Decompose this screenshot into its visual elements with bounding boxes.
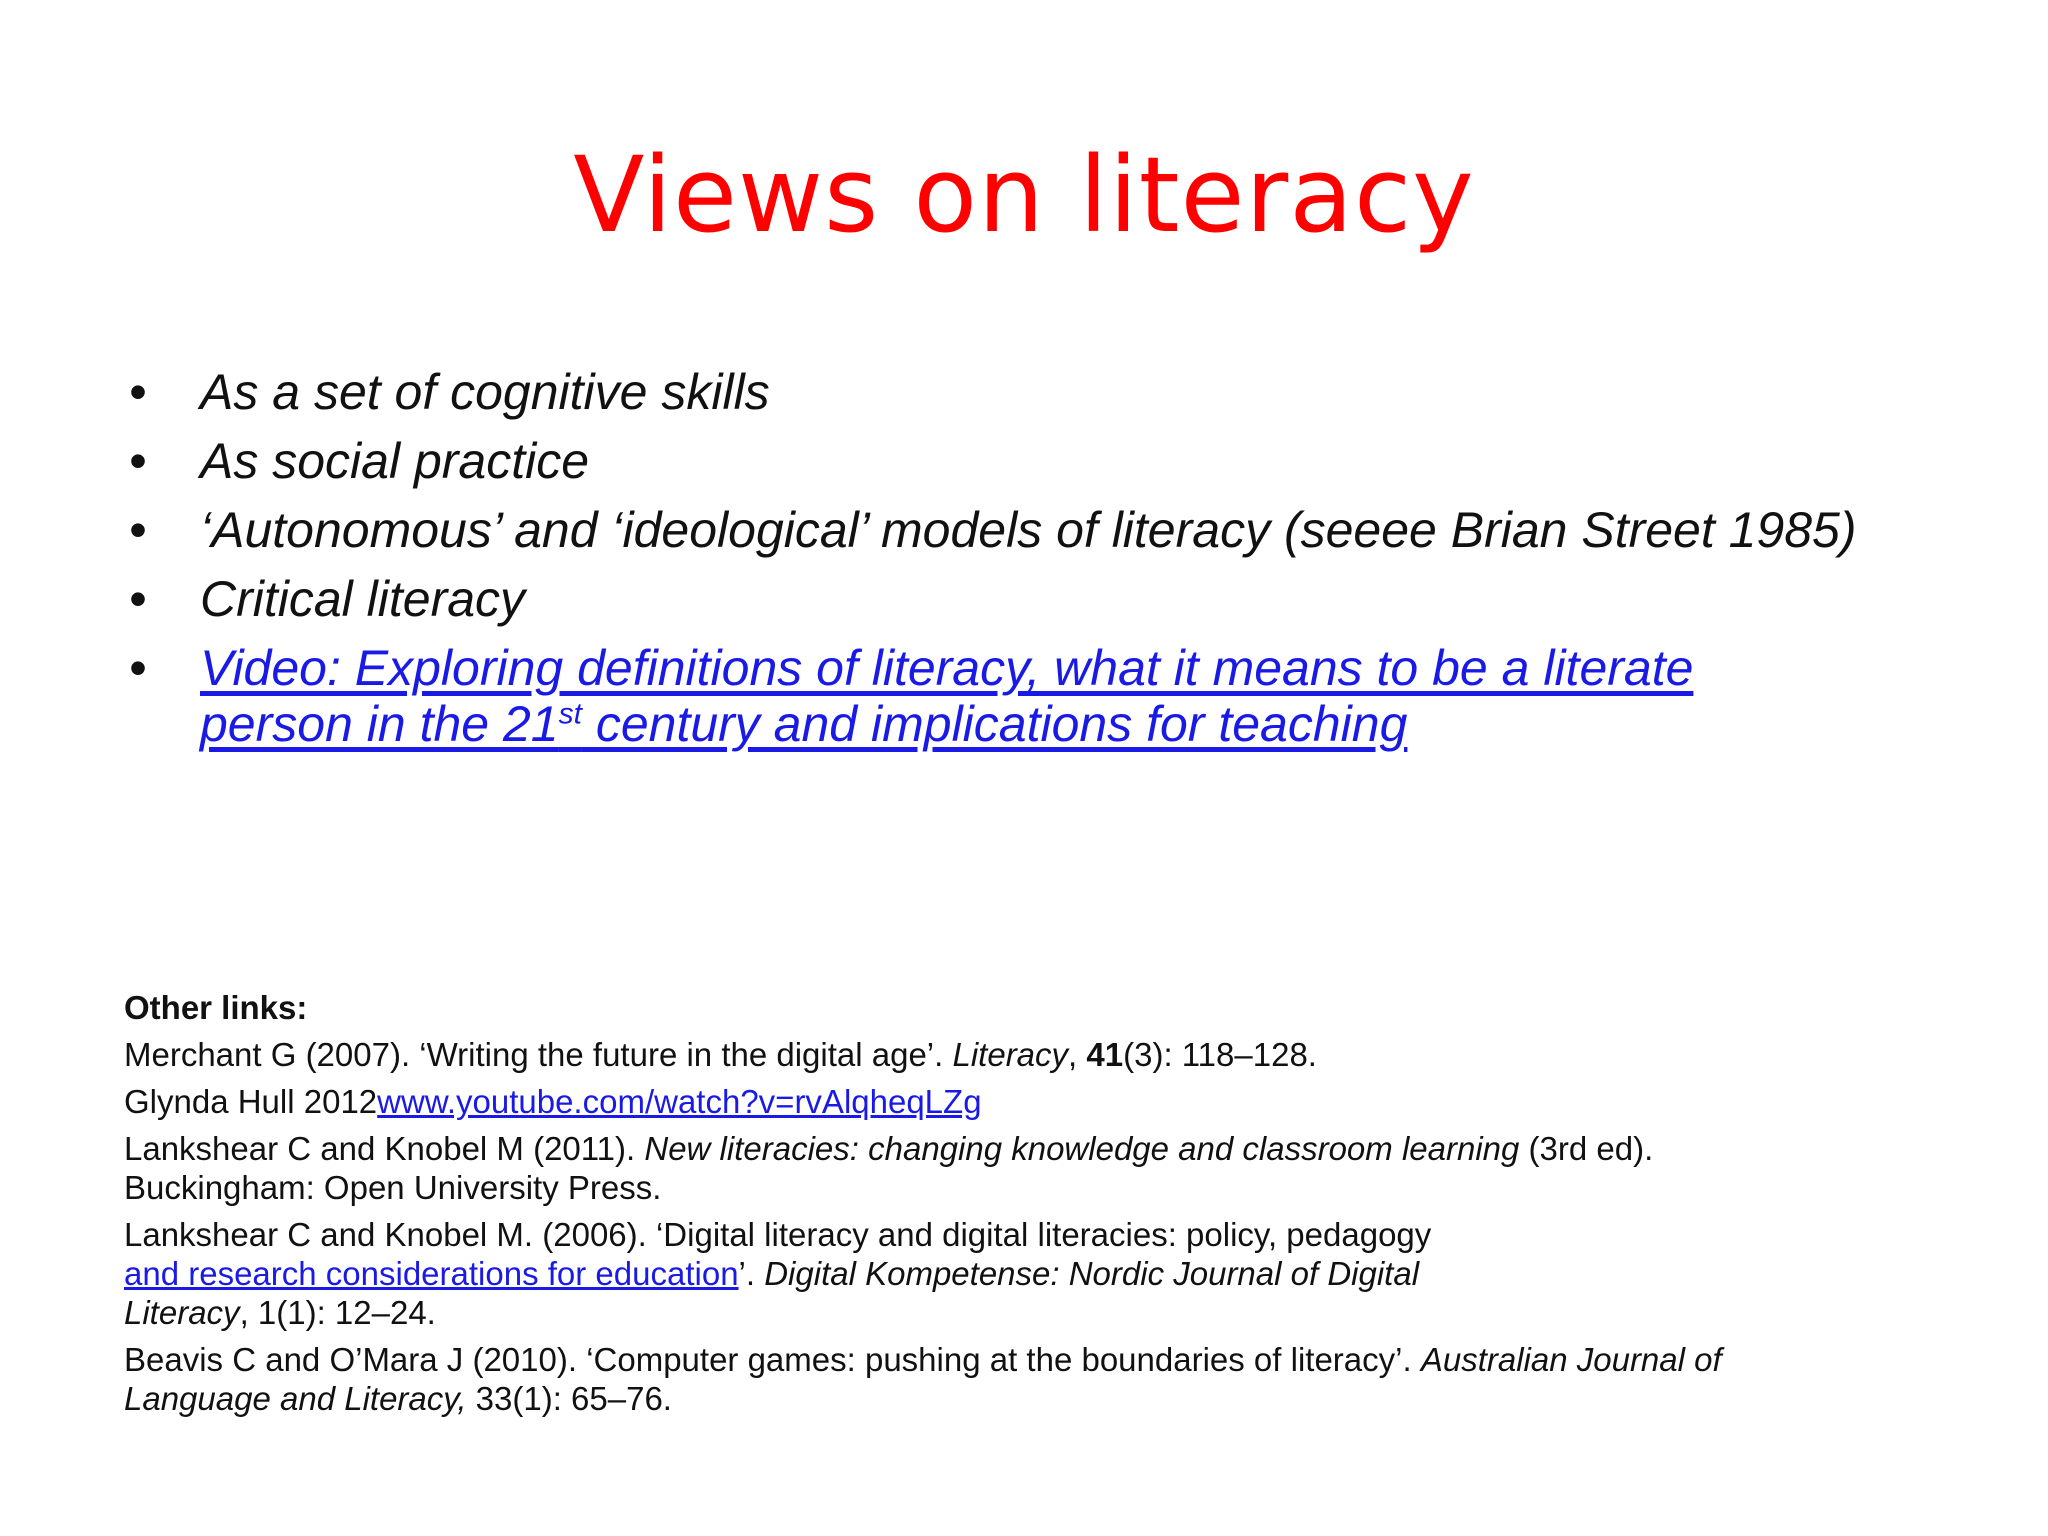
reference-journal: Literacy xyxy=(952,1036,1069,1073)
reference-pages: , 1(1): 12–24. xyxy=(239,1294,436,1331)
bullet-item-cognitive-skills xyxy=(118,358,1998,427)
reference-text: Merchant G (2007). ‘Writing the future in the digital age’. xyxy=(124,1036,953,1073)
reference-journal: Digital Kompetense: Nordic Journal of Digital xyxy=(764,1255,1420,1292)
research-considerations-link[interactable]: and research considerations for education xyxy=(124,1255,739,1292)
slide-title: Views on literacy xyxy=(573,134,1475,256)
reference-lankshear-2006 xyxy=(124,1215,1944,1332)
bullet-dot-icon: • xyxy=(129,502,147,558)
other-links-section xyxy=(124,988,1944,1426)
reference-hull xyxy=(124,1082,1944,1121)
video-link[interactable] xyxy=(200,640,1693,752)
reference-text: Beavis C and O’Mara J (2010). ‘Computer games: pushing at the boundaries of literacy’. xyxy=(124,1341,1421,1378)
reference-punctuation: ’. xyxy=(738,1255,765,1292)
bullet-dot-icon: • xyxy=(129,433,147,489)
bullet-text: ‘Autonomous’ and ‘ideological’ models of literacy (seeee Brian Street 1985) xyxy=(200,502,1857,558)
youtube-link[interactable]: www.youtube.com/watch?v=rvAlqheqLZg xyxy=(377,1083,982,1120)
bullet-dot-icon: • xyxy=(129,364,147,420)
bullet-item-critical-literacy xyxy=(118,565,1998,634)
bullet-text: As a set of cognitive skills xyxy=(200,364,770,420)
reference-publisher: Buckingham: Open University Press. xyxy=(124,1169,662,1206)
reference-pages: 33(1): 65–76. xyxy=(466,1380,672,1417)
reference-text: Lankshear C and Knobel M. (2006). ‘Digital literacy and digital literacies: policy, pedagogy xyxy=(124,1216,1432,1253)
reference-text: Lankshear C and Knobel M (2011). xyxy=(124,1130,645,1167)
video-link-line2-end: century and implications for teaching xyxy=(581,696,1408,752)
reference-volume: 41 xyxy=(1086,1036,1124,1073)
reference-journal-cont: Language and Literacy, xyxy=(124,1380,467,1417)
reference-separator: , xyxy=(1068,1036,1087,1073)
reference-merchant xyxy=(124,1035,1944,1074)
other-links-heading: Other links: xyxy=(124,989,308,1026)
bullet-item-models xyxy=(118,496,1998,565)
reference-journal-cont: Literacy xyxy=(124,1294,240,1331)
bullet-dot-icon: • xyxy=(129,640,147,696)
bullet-text: As social practice xyxy=(200,433,590,489)
video-link-line2-start: person in the 21 xyxy=(200,696,559,752)
bullet-item-video xyxy=(118,634,1998,752)
reference-pages: (3): 118–128. xyxy=(1123,1036,1317,1073)
video-link-line1: Video: Exploring definitions of literacy, what it means to be a literate xyxy=(200,640,1694,696)
reference-lankshear-2011 xyxy=(124,1129,1944,1207)
bullet-text: Critical literacy xyxy=(200,571,526,627)
reference-beavis xyxy=(124,1340,1944,1418)
reference-book-title: New literacies: changing knowledge and classroom learning xyxy=(644,1130,1520,1167)
reference-text: Glynda Hull 2012 xyxy=(124,1083,378,1120)
reference-journal: Australian Journal of xyxy=(1420,1341,1722,1378)
video-link-superscript: st xyxy=(558,697,582,731)
bullet-dot-icon: • xyxy=(129,571,147,627)
reference-edition: (3rd ed). xyxy=(1519,1130,1654,1167)
bullet-item-social-practice xyxy=(118,427,1998,496)
bullet-list xyxy=(118,358,1998,752)
